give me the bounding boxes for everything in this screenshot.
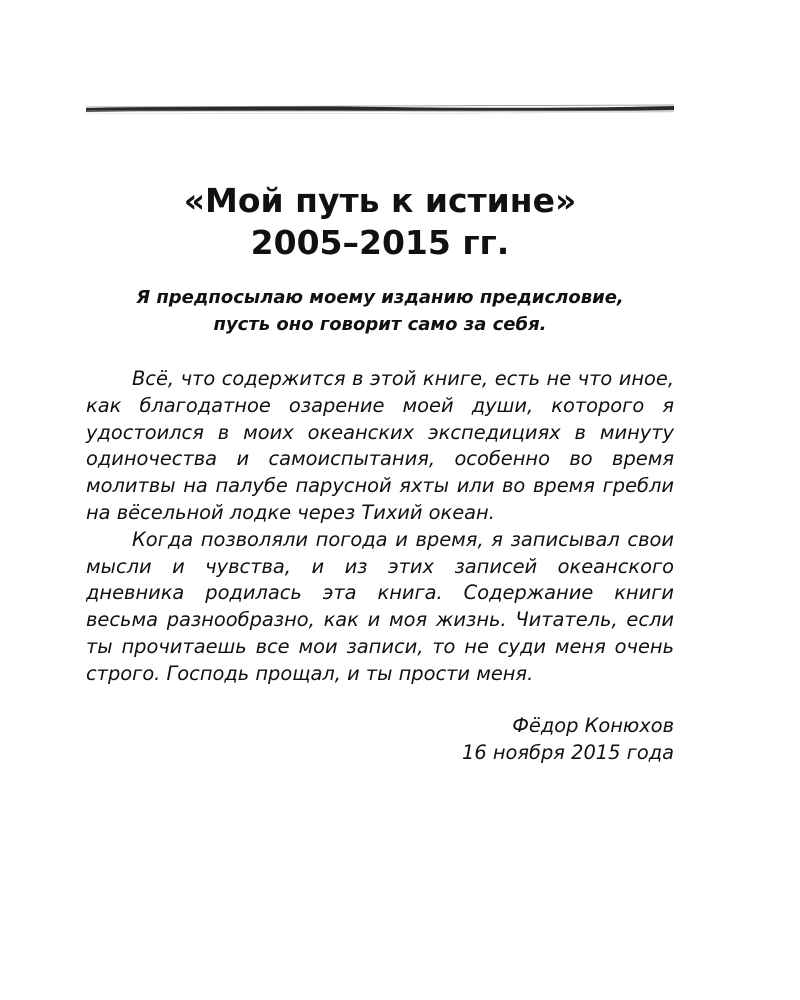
paragraph-2: Когда позволяли погода и время, я записывал свои мысли и чувства, и из этих записей океанского дневника родилась эта книга. Содержание книги весьма разнообразно, как и моя жизнь. Читатель, если ты прочитаешь все мои записи, то не суди меня очень строго. Господь прощал, и ты прости меня. xyxy=(86,527,674,685)
signature-block xyxy=(86,712,674,766)
paragraph-1: Всё, что содержится в этой книге, есть не что иное, как благодатное озарение моей души, которого я удостоился в моих океанских экспедициях в минуту одиночества и самоиспытания, особенно во время молитвы на палубе парусной яхты или во время гребли на вёсельной лодке через Тихий океан. xyxy=(86,367,674,524)
decorative-rule xyxy=(86,102,674,116)
signature-date: 16 ноября 2015 года xyxy=(462,741,674,764)
page-title xyxy=(0,180,760,264)
epigraph-line-1: Я предпосылаю моему изданию предисловие, xyxy=(136,287,624,308)
epigraph xyxy=(86,284,674,338)
title-line-2: 2005–2015 гг. xyxy=(250,223,510,262)
title-line-1: «Мой путь к истине» xyxy=(183,181,577,220)
preface-body xyxy=(86,366,674,688)
epigraph-line-2: пусть оно говорит само за себя. xyxy=(213,314,547,335)
signature-author: Фёдор Конюхов xyxy=(512,714,674,737)
